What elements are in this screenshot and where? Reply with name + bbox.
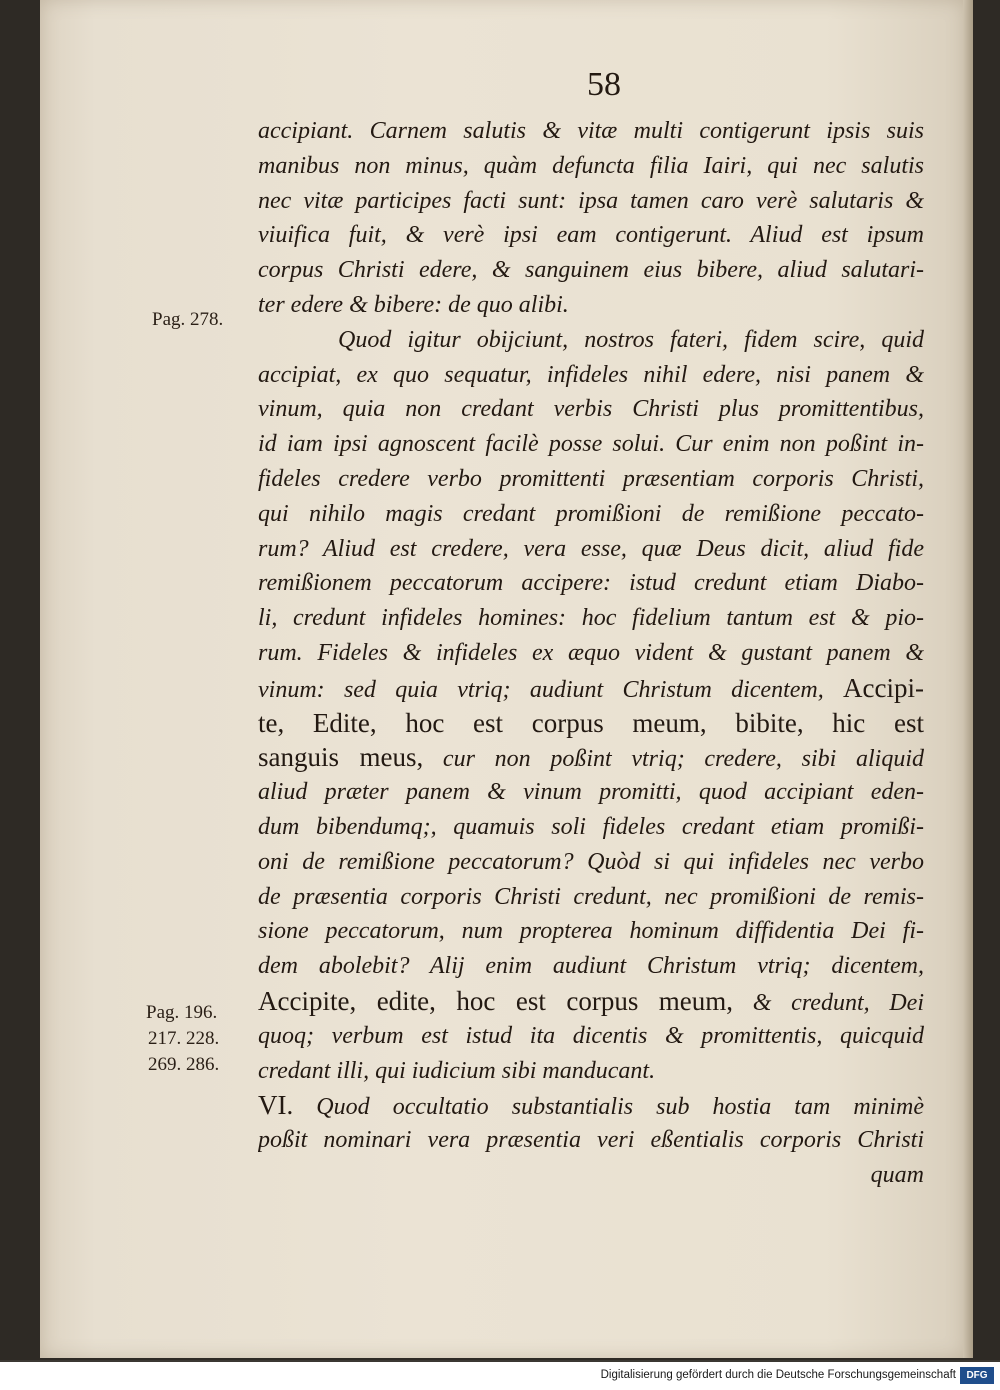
text-line: aliud præter panem & vinum promitti, quod accipiant eden- (258, 779, 924, 806)
dfg-logo: DFG (960, 1367, 994, 1384)
page-number: 58 (587, 66, 621, 103)
text-line: qui nihilo magis credant promißioni de remißione peccato- (258, 500, 924, 527)
text-line: Accipite, edite, hoc est corpus meum, & credunt, Dei (258, 985, 924, 1016)
text-line: de præsentia corporis Christi credunt, nec promißioni de remis- (258, 883, 924, 910)
text-line: nec vitæ participes facti sunt: ipsa tamen caro verè salutaris & (258, 187, 924, 214)
margin-note: 269. 286. (148, 1054, 220, 1075)
roman-text: sanguis meus, (258, 742, 424, 773)
text-line: fideles credere verbo promittenti præsentiam corporis Christi, (258, 465, 924, 492)
roman-text: Accipi- (843, 672, 924, 703)
margin-note: Pag. 196. (146, 1002, 218, 1023)
text-line: sione peccatorum, num propterea hominum diffidentia Dei fi- (258, 918, 924, 945)
text-line: sanguis meus, cur non poßint vtriq; credere, sibi aliquid (258, 742, 924, 773)
text-line: accipiat, ex quo sequatur, infideles nihil edere, nisi panem & (258, 361, 924, 388)
text-line: li, credunt infideles homines: hoc fidelium tantum est & pio- (258, 605, 924, 632)
text-line: manibus non minus, quàm defuncta filia Iairi, qui nec salutis (258, 152, 924, 179)
catchword: quam (870, 1161, 924, 1188)
text-line: vinum: sed quia vtriq; audiunt Christum dicentem, Accipi- (258, 672, 924, 703)
footer-bar (0, 1362, 1000, 1390)
text-line: id iam ipsi agnoscent facilè posse solui. Cur enim non poßint in- (258, 431, 924, 458)
text-line: rum. Fideles & infideles ex æquo vident & gustant panem & (258, 639, 924, 666)
text-line: VI. Quod occultatio substantialis sub hostia tam minimè (258, 1090, 924, 1121)
roman-text: VI. (258, 1090, 294, 1121)
text-line: oni de remißione peccatorum? Quòd si qui infideles nec verbo (258, 848, 924, 875)
text-line: accipiant. Carnem salutis & vitæ multi contigerunt ipsis suis (258, 118, 924, 144)
text-line: quoq; verbum est istud ita dicentis & promittentis, quicquid (258, 1022, 924, 1049)
funding-notice: Digitalisierung gefördert durch die Deutsche Forschungsgemeinschaft (600, 1369, 956, 1381)
roman-text: Accipite, edite, hoc est corpus meum, (258, 985, 734, 1016)
text-line: poßit nominari vera præsentia veri eßentialis corporis Christi (258, 1127, 924, 1154)
text-line: remißionem peccatorum accipere: istud credunt etiam Diabo- (258, 570, 924, 597)
text-line: vinum, quia non credant verbis Christi plus promittentibus, (258, 396, 924, 423)
text-line: corpus Christi edere, & sanguinem eius bibere, aliud salutari- (258, 257, 924, 284)
roman-text: te, Edite, hoc est corpus meum, bibite, hic est (258, 707, 924, 738)
margin-note: Pag. 278. (152, 309, 224, 330)
text-line: ter edere & bibere: de quo alibi. (258, 291, 569, 318)
text-line: dum bibendumq;, quamuis soli fideles credant etiam promißi- (258, 813, 924, 840)
text-line (258, 706, 924, 741)
text-line: viuifica fuit, & verè ipsi eam contigerunt. Aliud est ipsum (258, 222, 924, 249)
text-line: credant illi, qui iudicium sibi manducant. (258, 1057, 656, 1084)
text-line: rum? Aliud est credere, vera esse, quæ Deus dicit, aliud fide (258, 535, 924, 562)
text-line: Quod igitur obijciunt, nostros fateri, fidem scire, quid (338, 326, 924, 353)
text-line: dem abolebit? Alij enim audiunt Christum vtriq; dicentem, (258, 953, 924, 980)
body-text (258, 114, 924, 1193)
margin-note: 217. 228. (148, 1028, 220, 1049)
